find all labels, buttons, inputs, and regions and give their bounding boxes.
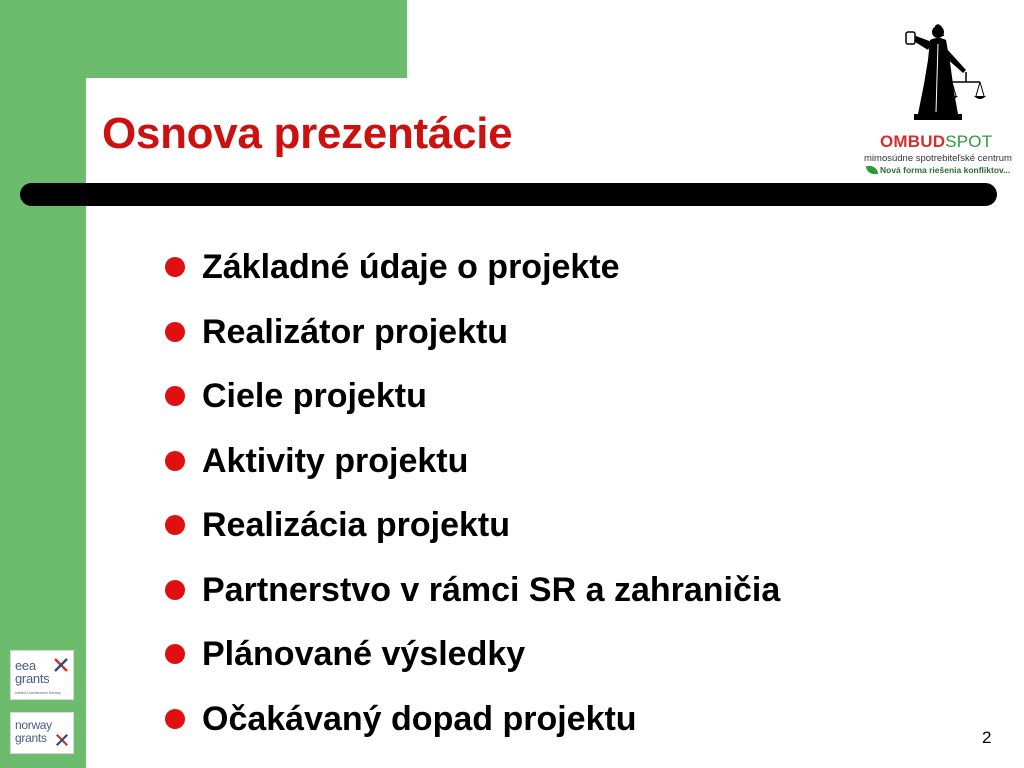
logo-name-part2: SPOT <box>945 132 993 151</box>
bullet-dot-icon <box>165 451 185 471</box>
norway-grants-text: norway grants <box>15 718 52 745</box>
bullet-dot-icon <box>165 515 185 535</box>
bullet-text: Očakávaný dopad projektu <box>202 699 637 738</box>
title-divider <box>20 183 997 206</box>
eea-ribbon-icon <box>53 657 69 673</box>
bullet-text: Realizácia projektu <box>202 506 511 545</box>
bullet-dot-icon <box>165 386 185 406</box>
bullet-text: Ciele projektu <box>202 377 427 416</box>
eea-grants-caption: Iceland Liechtenstein Norway <box>15 691 61 695</box>
bullet-dot-icon <box>165 644 185 664</box>
bullet-item <box>165 364 780 429</box>
bullet-text: Realizátor projektu <box>202 312 509 351</box>
bullet-dot-icon <box>165 322 185 342</box>
logo-subtitle: mimosúdne spotrebiteľské centrum <box>864 153 1012 164</box>
leaf-icon <box>866 166 878 174</box>
lady-justice-icon <box>858 22 1018 132</box>
bullet-item <box>165 558 780 623</box>
logo-tagline: Nová forma riešenia konfliktov... <box>880 165 1011 175</box>
bullet-item <box>165 235 780 300</box>
bullet-list <box>165 235 780 751</box>
norway-ribbon-icon <box>55 733 69 747</box>
logo-name <box>880 132 992 152</box>
green-band-top <box>0 0 407 78</box>
logo-name-part1: OMBUD <box>880 132 946 151</box>
norway-grants-logo <box>10 712 74 754</box>
slide-title: Osnova prezentácie <box>102 109 513 158</box>
bullet-text: Plánované výsledky <box>202 635 526 674</box>
bullet-text: Partnerstvo v rámci SR a zahraničia <box>202 570 781 609</box>
eea-grants-text: eea grants <box>15 658 50 686</box>
bullet-dot-icon <box>165 709 185 729</box>
bullet-text: Aktivity projektu <box>202 441 469 480</box>
bullet-item <box>165 300 780 365</box>
bullet-dot-icon <box>165 580 185 600</box>
bullet-dot-icon <box>165 257 185 277</box>
page-number: 2 <box>982 728 992 747</box>
bullet-item <box>165 493 780 558</box>
bullet-item <box>165 429 780 494</box>
bullet-item <box>165 622 780 687</box>
eea-grants-logo <box>10 650 74 700</box>
bullet-text: Základné údaje o projekte <box>202 248 620 287</box>
bullet-item <box>165 687 780 752</box>
ombudspot-logo <box>858 22 1018 182</box>
